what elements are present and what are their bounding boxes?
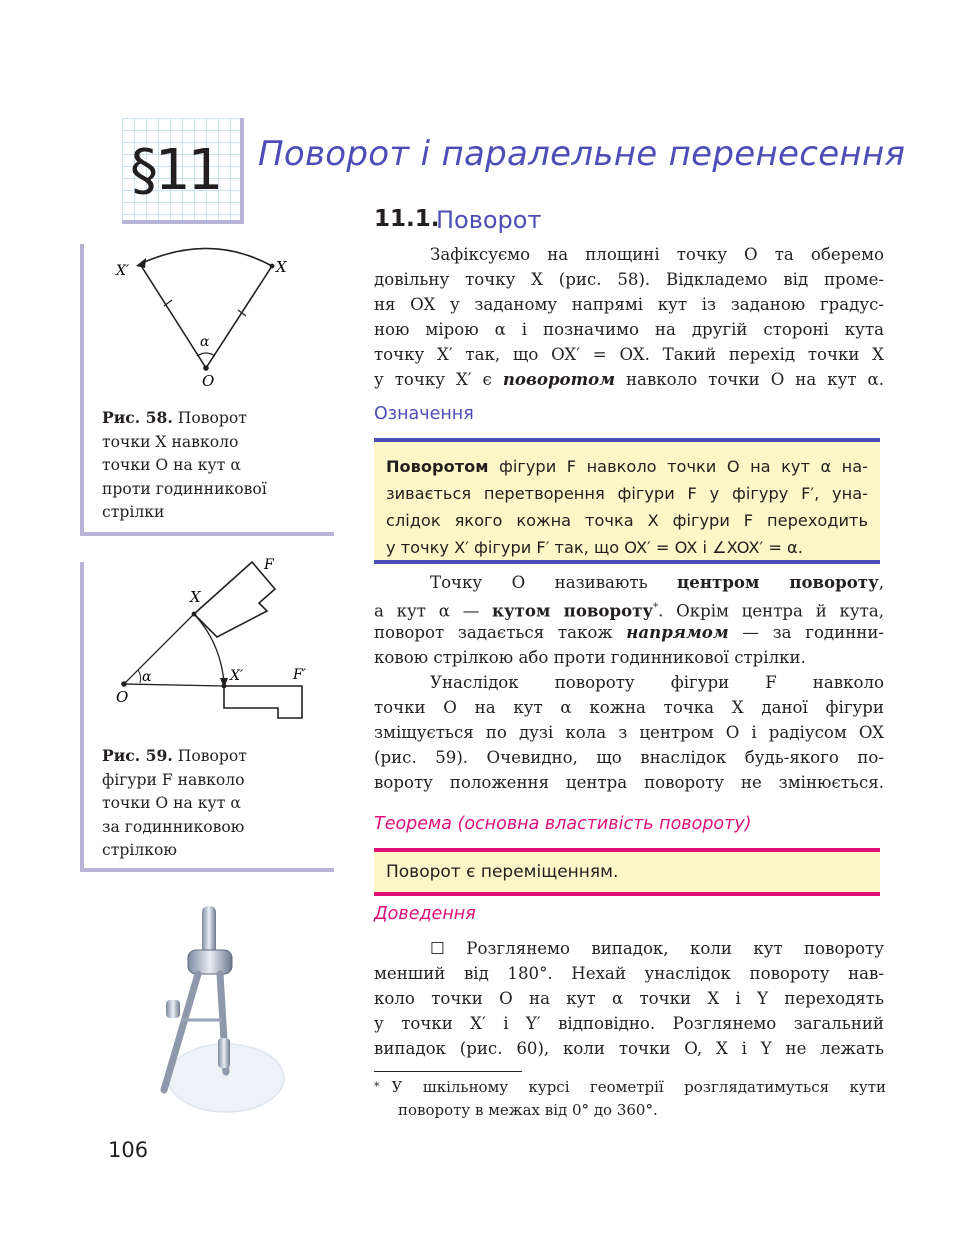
fig58-angle-arc <box>197 353 215 356</box>
chapter-title: Поворот і паралельне перенесення <box>258 134 906 174</box>
page-number: 106 <box>108 1138 149 1162</box>
text-line: а кут α — кутом повороту*. Окрім центра й кута, <box>374 600 884 621</box>
fig59-caption-title: Рис. 59. <box>102 746 173 765</box>
fig59-caption: Рис. 59. Поворот фігури F навколо точки O на кут α за годинниковою стрілкою <box>102 746 247 859</box>
fig58-label-o: O <box>202 372 215 390</box>
compass-head <box>188 950 232 974</box>
intro-paragraph <box>374 242 884 392</box>
term-direction: напрямом <box>626 622 729 642</box>
fig59-ray-ox-prime <box>124 684 224 686</box>
motion-paragraph <box>374 670 884 795</box>
footnote-mark: * <box>374 1080 380 1093</box>
definition-heading: Означення <box>374 404 474 424</box>
definition-term: Поворотом <box>386 457 489 476</box>
definition-line: слідок якого кожна точка X фігури F переходить <box>386 511 868 530</box>
fig58-label-x: X <box>276 258 287 276</box>
fig59-label-x-prime: X′ <box>230 668 244 684</box>
text-line: менший від 180°. Нехай унаслідок повороту нав- <box>374 964 884 983</box>
fig59-point-o <box>121 681 127 687</box>
compass-knob <box>166 1000 180 1018</box>
footnote <box>374 1076 886 1121</box>
fig59-point-x <box>192 612 197 617</box>
fig59-label-f-prime: F′ <box>293 667 306 683</box>
text-line: поворот задається також напрямом — за годинни- <box>374 622 884 642</box>
fig59-diagram <box>100 552 320 722</box>
fig58-label-alpha: α <box>200 334 210 350</box>
text-line: Точку O називають центром повороту, <box>430 572 884 592</box>
text-line: у точку X′ є поворотом навколо точки O на кут α. <box>374 369 885 389</box>
compass-handle <box>202 906 216 954</box>
text-line: Зафіксуємо на площині точку O та оберемо <box>430 245 884 264</box>
fig58-caption-title: Рис. 58. <box>102 408 173 427</box>
fig58-side-ox-prime <box>140 264 206 368</box>
definition-line: зивається перетворення фігури F у фігуру F′, уна- <box>386 484 868 503</box>
fig59-label-o: O <box>116 688 129 706</box>
text-line: ня OX у заданому напрямі кут із заданою градус- <box>374 295 884 314</box>
definition-line: Поворотом фігури F навколо точки O на кут α на- <box>386 457 868 476</box>
fig59-figure-f <box>194 562 275 637</box>
term-center: центром повороту <box>677 572 879 592</box>
fig59-arc <box>194 614 224 682</box>
fig59-label-x: X <box>190 588 201 606</box>
fig58-point-o <box>203 365 209 371</box>
fig58-side-ox <box>206 266 272 368</box>
center-paragraph <box>374 570 884 670</box>
text-line: випадок (рис. 60), коли точки O, X і Y не лежать <box>374 1039 884 1058</box>
footnote-marker: * <box>653 602 659 613</box>
text-line: зміщується по дузі кола з центром O і радіусом OX <box>374 723 884 742</box>
fig59-ray-ox <box>124 614 194 684</box>
proof-heading: Доведення <box>374 904 476 924</box>
text-line: вороту положення центра повороту не змінюється. <box>374 773 884 792</box>
subsection-number: 11.1. <box>374 206 440 232</box>
fig59-label-f: F <box>264 557 274 573</box>
text-line: коло точки O на кут α точки X і Y переходять <box>374 989 884 1008</box>
text-line: Унаслідок повороту фігури F навколо <box>430 673 884 692</box>
fig59-figure-f-prime <box>224 686 302 718</box>
fig58-caption: Рис. 58. Поворот точки X навколо точки O на кут α проти годинникової стрілки <box>102 408 267 521</box>
footnote-rule <box>374 1071 522 1072</box>
fig59-label-alpha: α <box>142 669 152 685</box>
footnote-line: * У шкільному курсі геометрії розглядатимуться кути <box>374 1078 886 1096</box>
text-line: ковою стрілкою або проти годинникової стрілки. <box>374 648 806 667</box>
definition-box <box>374 438 880 564</box>
term-rotation: поворотом <box>502 369 616 389</box>
text-line: у точки X′ і Y′ відповідно. Розглянемо загальний <box>374 1014 884 1033</box>
theorem-box <box>374 848 880 896</box>
fig58-point-x <box>270 264 275 269</box>
text-line: ною мірою α і позначимо на другій стороні кута <box>374 320 884 339</box>
proof-paragraph <box>374 936 884 1061</box>
text-line: ☐ Розглянемо випадок, коли кут повороту <box>430 939 884 958</box>
fig58-diagram <box>100 244 310 394</box>
compass-illustration <box>140 900 290 1120</box>
text-line: точку X′ так, що OX′ = OX. Такий перехід точки X <box>374 345 884 364</box>
footnote-line: повороту в межах від 0° до 360°. <box>398 1100 658 1119</box>
section-badge: §11 <box>130 138 221 203</box>
fig59-angle-arc <box>138 670 141 683</box>
text-line: довільну точку X (рис. 58). Відкладемо від проме- <box>374 270 884 289</box>
text-line: (рис. 59). Очевидно, що внаслідок будь-якого по- <box>374 748 884 767</box>
definition-line: у точку X′ фігури F′ так, що OX′ = OX і ∠XOX′ = α. <box>386 538 803 557</box>
fig58-label-x-prime: X′ <box>116 263 130 279</box>
term-angle: кутом повороту <box>492 600 654 621</box>
subsection-title: Поворот <box>436 206 542 234</box>
fig59-point-x-prime <box>222 684 227 689</box>
theorem-heading: Теорема (основна властивість повороту) <box>374 814 752 834</box>
fig58-arc <box>140 248 272 266</box>
compass-lead-holder <box>218 1038 230 1068</box>
theorem-text: Поворот є переміщенням. <box>386 862 619 882</box>
text-line: точки O на кут α кожна точка X даної фігури <box>374 698 884 717</box>
